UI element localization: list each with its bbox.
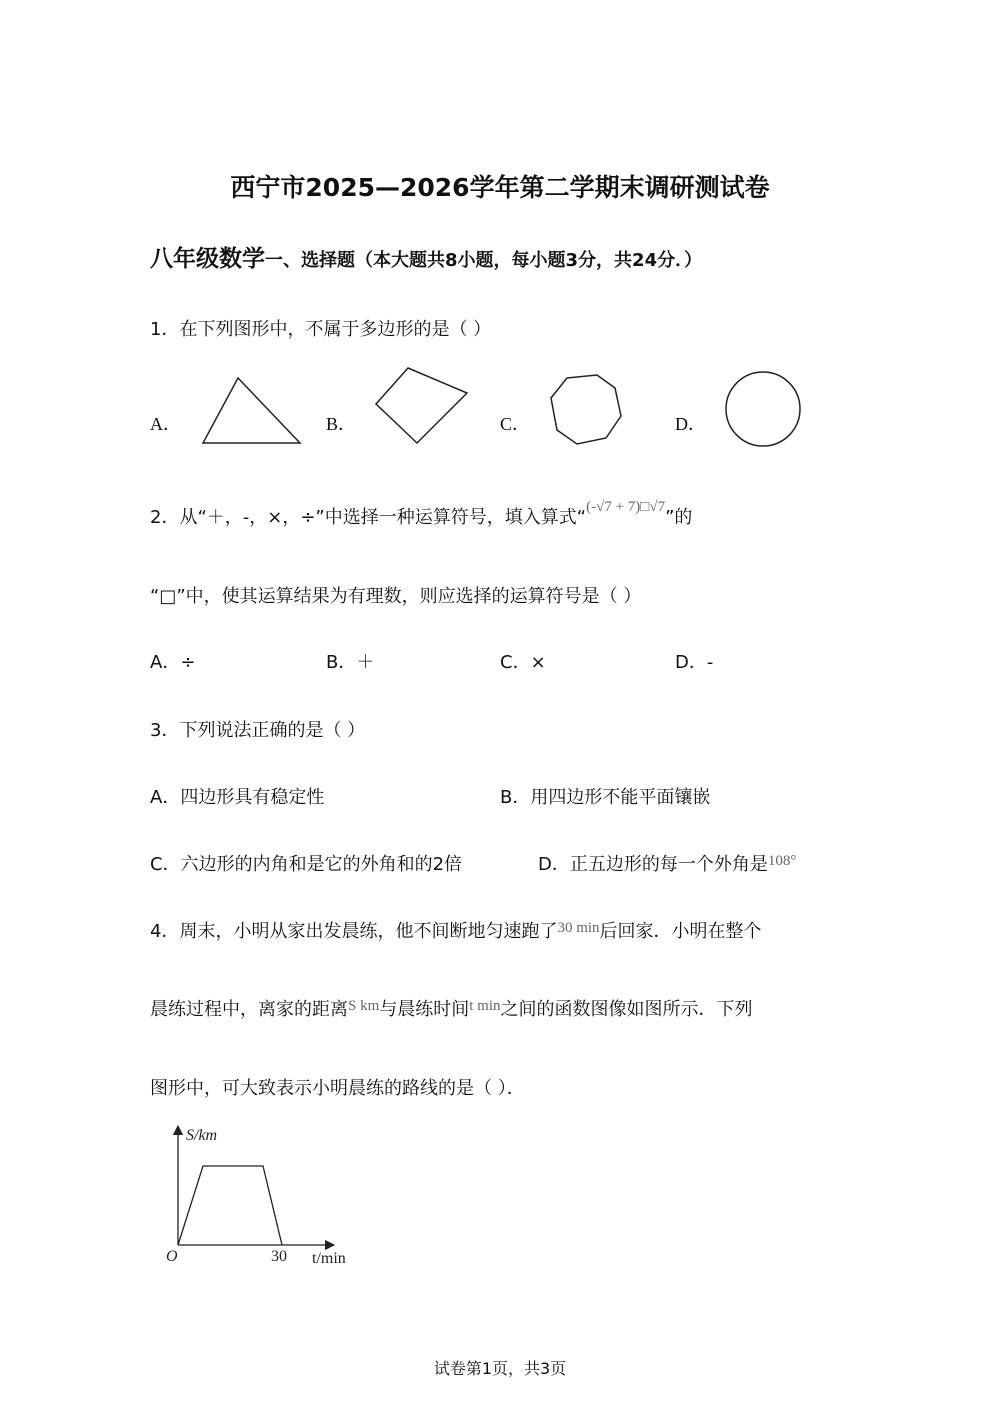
q2-option-a: A．÷	[150, 652, 196, 673]
triangle-figure	[195, 370, 310, 450]
y-axis-label: S/km	[186, 1127, 218, 1144]
x-tick-30: 30	[271, 1248, 287, 1265]
q1-option-a-label: A．	[150, 414, 181, 434]
octagon-figure	[545, 370, 630, 450]
q2-stem-line2: “□”中，使其运算结果为有理数，则应选择的运算符号是（ ）	[150, 586, 642, 607]
q4-distance-time-graph	[160, 1120, 360, 1270]
section-heading	[150, 240, 702, 273]
q3-option-c: C．六边形的内角和是它的外角和的2倍	[150, 854, 463, 875]
q4-line2-c: 之间的函数图像如图所示．下列	[500, 999, 753, 1020]
grade-label: 八年级数学	[150, 246, 265, 272]
q1-option-d-label: D．	[675, 414, 706, 434]
x-axis-label: t/min	[312, 1250, 346, 1267]
q2-option-d: D．-	[675, 652, 714, 673]
distance-curve	[178, 1166, 282, 1245]
circle-figure	[722, 368, 807, 453]
q2-stem-line1	[150, 499, 693, 529]
exam-title: 西宁市2025—2026学年第二学期末调研测试卷	[230, 173, 770, 202]
q1-option-c-label: C．	[500, 414, 531, 434]
q1-option-b-label: B．	[326, 414, 357, 434]
q2-option-c: C．×	[500, 652, 546, 673]
q4-line1-math: 30 min	[557, 920, 600, 936]
q4-line2-math2: t min	[469, 998, 501, 1014]
q2-option-b: B．＋	[326, 652, 375, 673]
q2-stem-part2: ”的	[665, 507, 693, 528]
q4-line2	[150, 995, 753, 1021]
q4-line2-a: 晨练过程中，离家的距离	[150, 999, 348, 1020]
q4-line1	[150, 917, 762, 943]
origin-label: O	[166, 1248, 178, 1265]
section-title: 一、选择题（本大题共8小题，每小题3分，共24分．）	[265, 250, 703, 271]
q3-option-d-text: D．正五边形的每一个外角是	[538, 854, 768, 875]
q3-stem: 3．下列说法正确的是（ ）	[150, 720, 366, 741]
q4-line2-math1: S km	[348, 998, 380, 1014]
q3-option-b: B．用四边形不能平面镶嵌	[500, 787, 711, 808]
q4-line2-b: 与晨练时间	[379, 999, 470, 1020]
q2-expression: (-√7 + 7)□√7	[586, 499, 666, 515]
q3-option-d	[538, 850, 796, 876]
q4-line1-a: 4．周末，小明从家出发晨练，他不间断地匀速跑了	[150, 921, 558, 942]
q1-stem: 1．在下列图形中，不属于多边形的是（ ）	[150, 319, 492, 340]
q4-line1-b: 后回家．小明在整个	[599, 921, 762, 942]
page-footer: 试卷第1页，共3页	[433, 1359, 567, 1378]
quadrilateral-figure	[370, 362, 475, 452]
q3-option-a: A．四边形具有稳定性	[150, 787, 325, 808]
q3-angle: 108°	[767, 853, 797, 869]
q2-stem-part1: 2．从“＋，-，×，÷”中选择一种运算符号，填入算式“	[150, 507, 587, 528]
q4-line3: 图形中，可大致表示小明晨练的路线的是（ ）．	[150, 1078, 525, 1099]
